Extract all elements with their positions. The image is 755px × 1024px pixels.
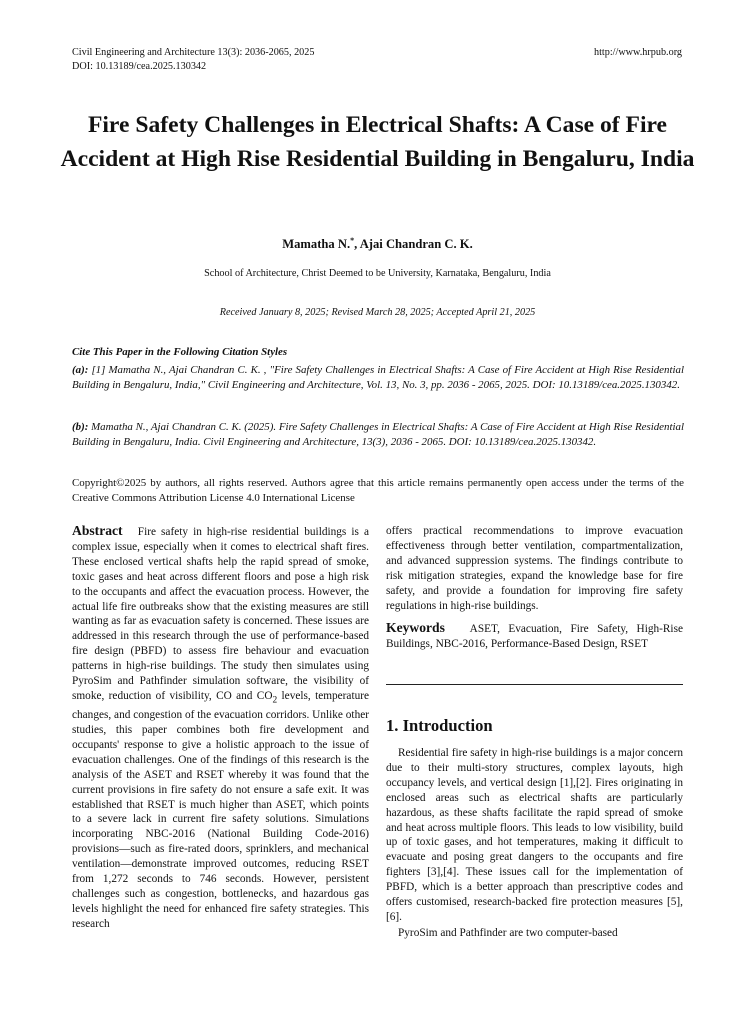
citation-label: (b): — [72, 421, 89, 433]
abstract-text: Fire safety in high-rise residential buildings is a complex issue, especially when it comes to electrical shaft fires. These enclosed vertical shafts help the rapid spread of smoke, toxic gases and heat across different floors and pose a high risk to the occupants and affect the evacuation process. However, the actual life fire outbreaks show that the existing measures are still wanting as far as evacuation safety is concerned. These issues are addressed in this research through the use of performance-based fire design (PBFD) to assess fire behaviour and evacuation patterns in high-rise buildings. The study then simulates using PyroSim and Pathfinder simulation software, the visibility of smoke, reduction of visibility, CO and CO — [72, 526, 369, 702]
abstract-label: Abstract — [72, 523, 123, 538]
journal-url[interactable]: http://www.hrpub.org — [593, 47, 682, 58]
citation-style-b — [72, 420, 684, 450]
citation-heading: Cite This Paper in the Following Citation Styles — [72, 346, 288, 358]
abstract — [72, 524, 369, 932]
running-header — [72, 46, 314, 74]
copyright-notice: Copyright©2025 by authors, all rights reserved. Authors agree that this article remains permanently open access under the terms of the Creative Commons Attribution License 4.0 International License — [72, 477, 684, 504]
abstract-text: levels, temperature changes, and congestion of the evacuation corridors. Unlike other studies, this paper combines both fire development and occupants' response to give a holistic approach to the issue of evacuation challenges. One of the findings of this research is the analysis of the ASET and RSET whereby it was found that the current provisions in fire safety do not ensure a safe exit. It was established that RSET is much higher than ASET, which points to a severe lack in current fire safety solutions. Simulations incorporating NBC-2016 (National Building Code-2016) provisions—such as fire-rated doors, sprinklers, and mechanical ventilation—demonstrate improved outcomes, reducing RSET from 1,272 seconds to 746 seconds. However, persistent challenges such as congestion, bottlenecks, and hazardous gas levels highlight the need for enhanced fire safety strategies. This research — [72, 689, 370, 930]
author-name: Mamatha N. — [282, 237, 351, 252]
citation-style-a — [72, 363, 684, 393]
corresponding-mark: * — [350, 236, 355, 245]
submission-dates: Received January 8, 2025; Revised March 28, 2025; Accepted April 21, 2025 — [219, 307, 536, 318]
subscript: 2 — [272, 695, 278, 706]
introduction-body — [386, 746, 683, 941]
keywords-label: Keywords — [386, 620, 445, 636]
abstract-text: offers practical recommendations to improve evacuation effectiveness through better ventilation, compartmentalization, and advanced suppression systems. The findings contribute to risk mitigation strategies, expand the knowledge base for fire safety, and provide a foundation for improving fire safety regulations in high-rise buildings. — [386, 525, 683, 612]
paper-title: Fire Safety Challenges in Electrical Shafts: A Case of Fire Accident at High Rise Residential Building in Bengaluru, India — [60, 112, 695, 172]
affiliation: School of Architecture, Christ Deemed to be University, Karnataka, Bengaluru, India — [204, 268, 551, 279]
doi: DOI: 10.13189/cea.2025.130342 — [72, 61, 207, 72]
section-heading: 1. Introduction — [386, 716, 493, 735]
section-divider — [386, 684, 683, 685]
paragraph: PyroSim and Pathfinder are two computer-based — [398, 926, 618, 939]
author-name: , Ajai Chandran C. K. — [354, 237, 473, 252]
keywords-text: ASET, Evacuation, Fire Safety, High-Rise Buildings, NBC-2016, Performance-Based Design, RSET — [386, 623, 683, 651]
abstract-continued — [386, 524, 683, 652]
keywords — [386, 621, 683, 652]
journal-info: Civil Engineering and Architecture 13(3): 2036-2065, 2025 — [72, 47, 315, 58]
paragraph: Residential fire safety in high-rise buildings is a major concern due to their multi-story structures, complex layouts, high occupancy levels, and vertical design [1],[2]. Fires originating in enclosed areas such as electrical shafts are particularly hazardous, as these shafts facilitate the rapid spread of smoke and heat across multiple floors. This leads to low visibility, build up of toxic gases, and hot temperatures, making it difficult to evacuate and posing great dangers to the occupants and fire fighters [3],[4]. These issues call for the implementation of PBFD, which is a better approach than prescriptive codes and offers customised, research-backed fire protection measures [5],[6]. — [386, 747, 683, 923]
citation-text: Mamatha N., Ajai Chandran C. K. (2025). Fire Safety Challenges in Electrical Shafts: A Case of Fire Accident at High Rise Residential Building in Bengaluru, India. Civil Engineering and Architecture, 13(3), 2036 - 2065. DOI: 10.13189/cea.2025.130342. — [72, 421, 684, 448]
citation-label: (a): — [72, 364, 89, 376]
author-list — [60, 236, 695, 252]
citation-text: [1] Mamatha N., Ajai Chandran C. K. , "Fire Safety Challenges in Electrical Shafts: A Case of Fire Accident at High Rise Residential Building in Bengaluru, India," Civil Engineering and Architecture, Vol. 13, No. 3, pp. 2036 - 2065, 2025. DOI: 10.13189/cea.2025.130342. — [72, 364, 684, 391]
